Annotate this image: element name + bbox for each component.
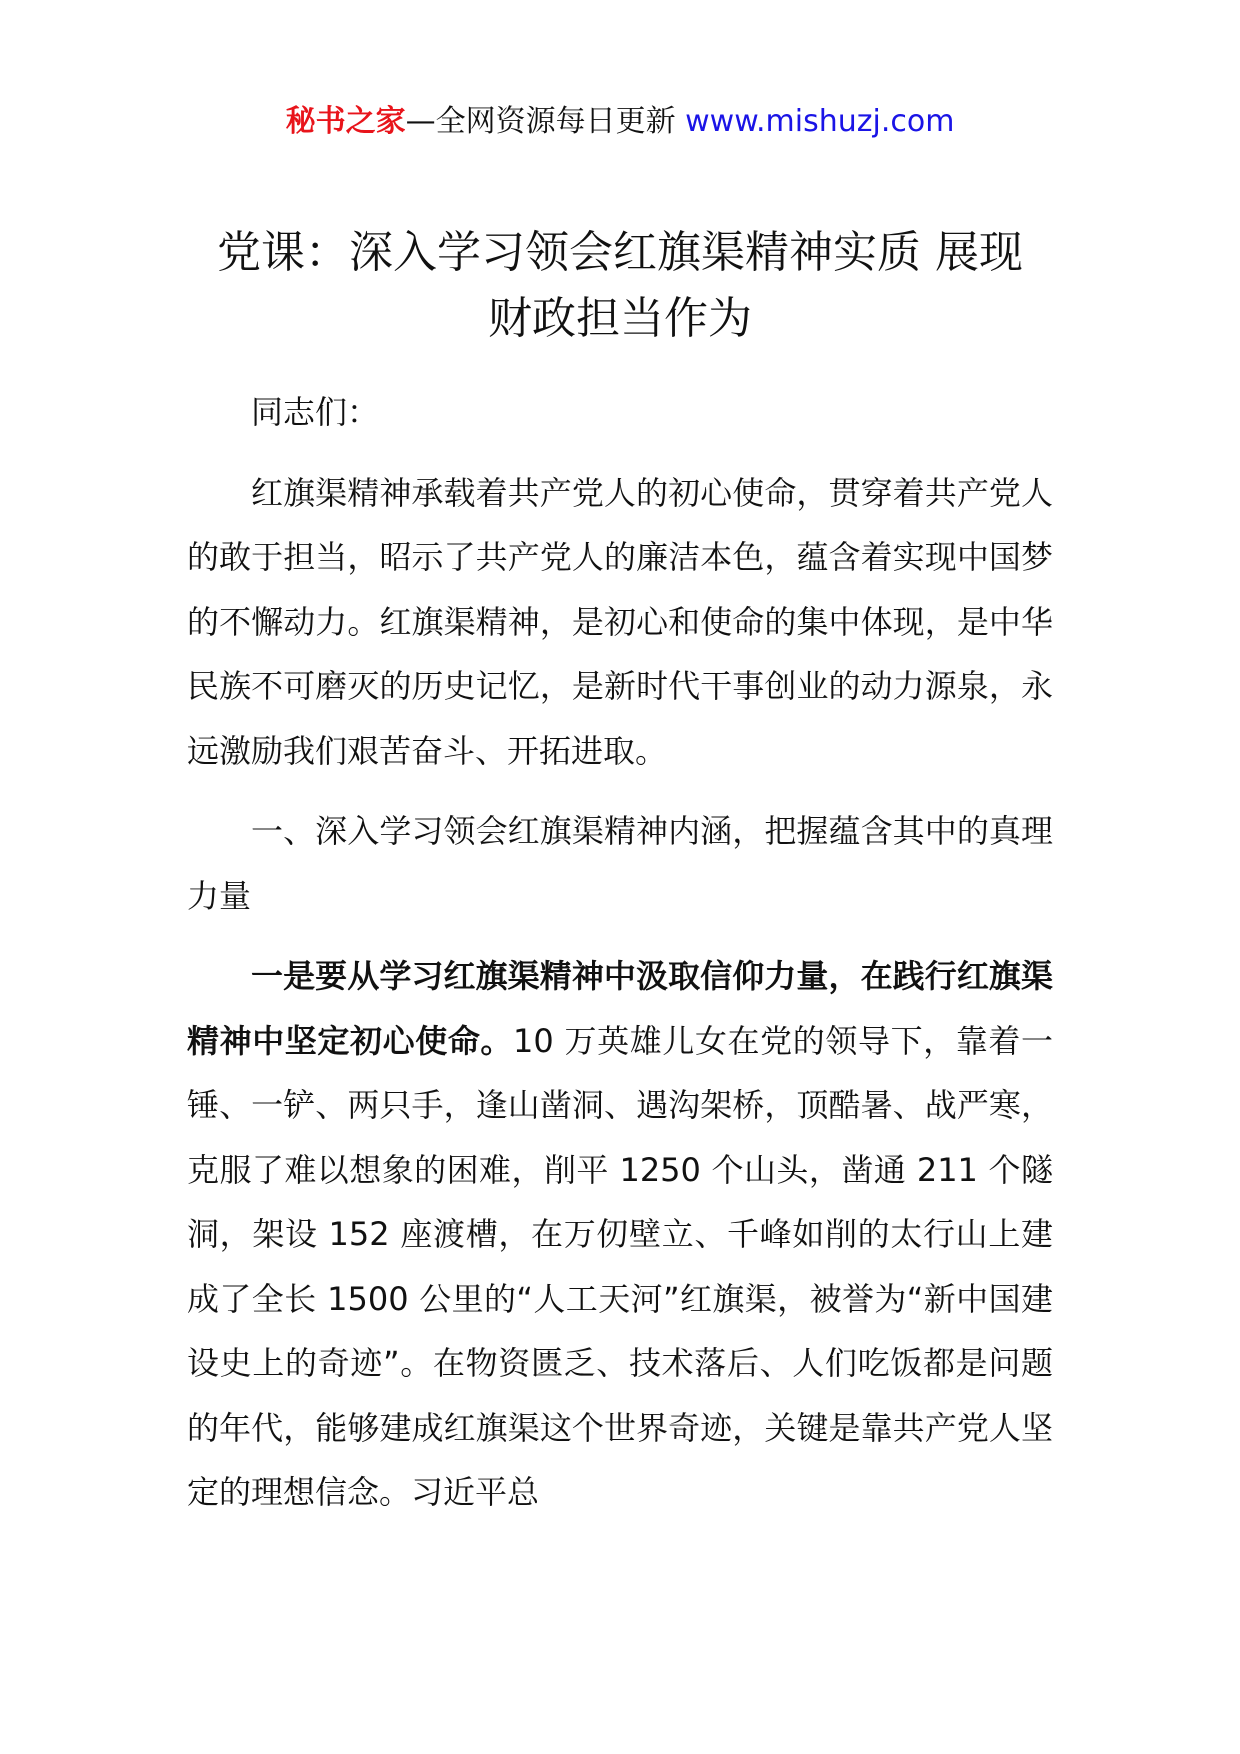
site-tagline: —全网资源每日更新 [405, 104, 676, 139]
title-line-2: 财政担当作为 [488, 293, 752, 344]
intro-paragraph: 红旗渠精神承载着共产党人的初心使命，贯穿着共产党人的敢于担当，昭示了共产党人的廉洁本色，蕴含着实现中国梦的不懈动力。红旗渠精神，是初心和使命的集中体现，是中华民族不可磨灭的历史记忆，是新时代干事创业的动力源泉，永远激励我们艰苦奋斗、开拓进取。 [187, 473, 1053, 770]
point-body: 10 万英雄儿女在党的领导下，靠着一锤、一铲、两只手，逢山凿洞、遇沟架桥，顶酷暑、战严寒，克服了难以想象的困难，削平 1250 个山头，凿通 211 个隧洞，架设 152 座渡槽，在万仞壁立、千峰如削的太行山上建成了全长 1500 公里的“人工天河”红旗渠，被誉为“新中国建设史上的奇迹”。在物资匮乏、技术落后、人们吃饭都是问题的年代，能够建成红旗渠这个世界奇迹，关键是靠共产党人坚定的理想信念。习近平总 [187, 1021, 1053, 1511]
greeting: 同志们： [251, 393, 380, 431]
site-url-link[interactable]: www.mishuzj.com [685, 104, 955, 139]
site-name: 秘书之家 [285, 104, 406, 139]
section-heading-1: 一、深入学习领会红旗渠精神内涵，把握蕴含其中的真理力量 [187, 812, 1053, 915]
point-paragraph-1 [187, 944, 1053, 1525]
point-lead: 一是要从学习红旗渠精神中汲取信仰力量，在践行红旗渠精神中坚定初心使命。 [187, 957, 1053, 1060]
title-line-1: 党课：深入学习领会红旗渠精神实质 展现 [217, 227, 1023, 278]
site-header [0, 100, 1240, 144]
document-title [140, 220, 1100, 352]
document-body [187, 380, 1053, 1525]
